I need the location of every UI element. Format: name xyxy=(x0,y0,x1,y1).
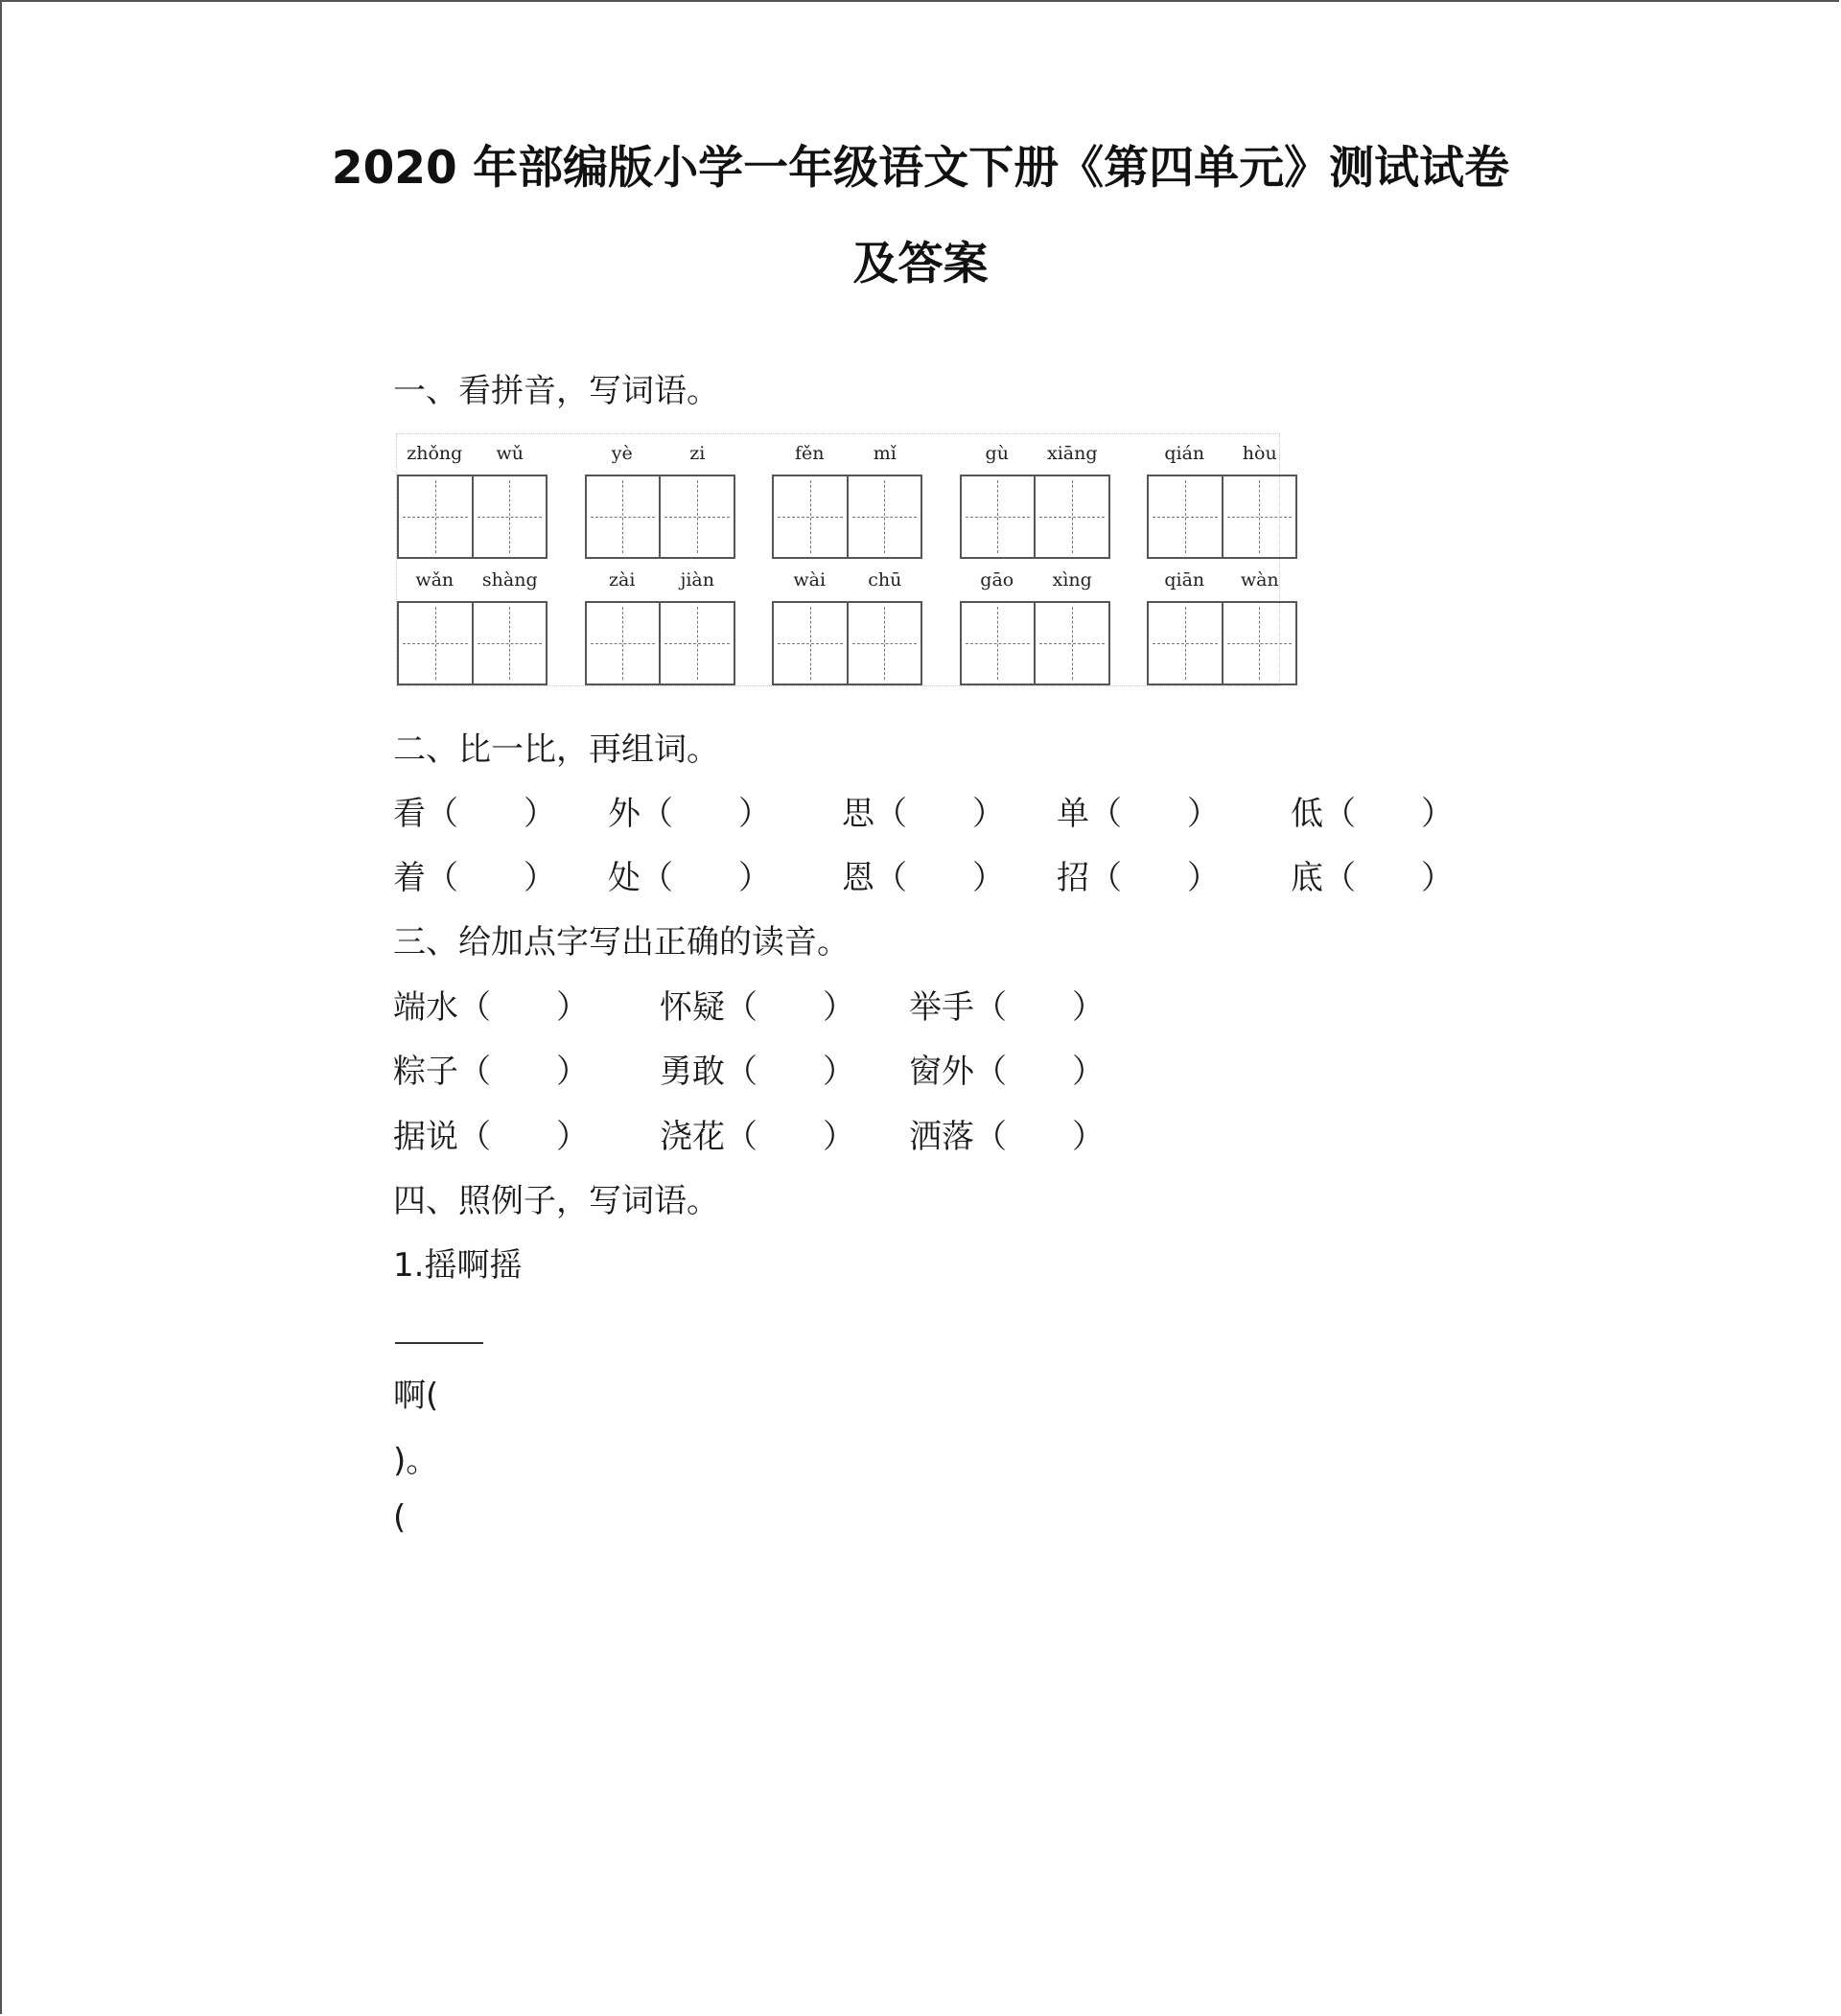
tian-zi-ge-cell[interactable] xyxy=(1034,603,1108,684)
pinyin-label: wài xyxy=(793,569,827,591)
pinyin-label: zhǒng xyxy=(407,443,463,464)
character-writing-boxes[interactable] xyxy=(397,475,548,559)
reading-item: 窗外（ ） xyxy=(909,1053,1105,1091)
tian-zi-ge-cell[interactable] xyxy=(1149,603,1222,684)
reading-item: 浇花（ ） xyxy=(660,1118,855,1156)
pinyin-label: xìng xyxy=(1052,569,1092,591)
reading-item: 据说（ ） xyxy=(393,1118,589,1156)
character-writing-boxes[interactable] xyxy=(772,601,922,685)
pinyin-label: chū xyxy=(868,569,902,591)
pinyin-word-box xyxy=(960,561,1110,685)
pinyin-label: yè xyxy=(611,443,633,464)
character-writing-boxes[interactable] xyxy=(1147,601,1297,685)
compare-item: 外（ ） xyxy=(608,795,771,833)
document-title: 2020 年部编版小学一年级语文下册《第四单元》测试试卷 xyxy=(331,142,1510,195)
pinyin-word-box xyxy=(772,561,922,685)
pinyin-label: wǔ xyxy=(496,443,524,464)
pinyin-label: mǐ xyxy=(873,443,897,464)
reading-item: 勇敢（ ） xyxy=(660,1053,855,1091)
pinyin-word-box xyxy=(397,434,548,559)
compare-item: 着（ ） xyxy=(393,859,556,897)
section-1-heading: 一、看拼音，写词语。 xyxy=(393,372,719,410)
compare-item: 看（ ） xyxy=(393,795,556,833)
compare-item: 底（ ） xyxy=(1291,859,1454,897)
tian-zi-ge-cell[interactable] xyxy=(399,603,472,684)
character-writing-boxes[interactable] xyxy=(585,601,735,685)
compare-item: 单（ ） xyxy=(1057,795,1220,833)
character-writing-boxes[interactable] xyxy=(1147,475,1297,559)
tian-zi-ge-cell[interactable] xyxy=(962,476,1035,557)
pinyin-word-box xyxy=(397,561,548,685)
pinyin-word-box xyxy=(1147,561,1297,685)
pinyin-label: fěn xyxy=(794,443,825,464)
tian-zi-ge-cell[interactable] xyxy=(472,603,547,684)
character-writing-boxes[interactable] xyxy=(960,601,1110,685)
character-writing-boxes[interactable] xyxy=(960,475,1110,559)
pinyin-word-box xyxy=(772,434,922,559)
tian-zi-ge-cell[interactable] xyxy=(399,476,472,557)
section-4-heading: 四、照例子，写词语。 xyxy=(393,1182,719,1220)
pinyin-label: wàn xyxy=(1240,569,1279,591)
pinyin-word-box xyxy=(585,561,735,685)
section-2-heading: 二、比一比，再组词。 xyxy=(393,730,719,769)
pinyin-label: jiàn xyxy=(680,569,715,591)
document-title-cont: 及答案 xyxy=(852,238,989,290)
reading-item: 端水（ ） xyxy=(393,988,589,1027)
pinyin-label: zài xyxy=(609,569,636,591)
tian-zi-ge-cell[interactable] xyxy=(774,476,847,557)
reading-item: 洒落（ ） xyxy=(909,1118,1105,1156)
reading-item: 举手（ ） xyxy=(909,988,1105,1027)
reading-item: 粽子（ ） xyxy=(393,1053,589,1091)
pinyin-label: shàng xyxy=(481,569,538,591)
pinyin-label: gāo xyxy=(980,569,1014,591)
compare-item: 思（ ） xyxy=(842,795,1005,833)
tian-zi-ge-cell[interactable] xyxy=(587,476,660,557)
compare-item: 招（ ） xyxy=(1057,859,1220,897)
character-writing-boxes[interactable] xyxy=(585,475,735,559)
pinyin-word-box xyxy=(585,434,735,559)
example-item: 1.摇啊摇 xyxy=(393,1246,523,1285)
pinyin-label: hòu xyxy=(1242,443,1277,464)
pinyin-label: wǎn xyxy=(415,569,454,591)
tian-zi-ge-cell[interactable] xyxy=(659,476,734,557)
fill-line: ( xyxy=(393,1498,407,1537)
tian-zi-ge-cell[interactable] xyxy=(1222,603,1296,684)
tian-zi-ge-cell[interactable] xyxy=(659,603,734,684)
tian-zi-ge-cell[interactable] xyxy=(587,603,660,684)
character-writing-boxes[interactable] xyxy=(397,601,548,685)
tian-zi-ge-cell[interactable] xyxy=(472,476,547,557)
pinyin-label: zi xyxy=(689,443,706,464)
tian-zi-ge-cell[interactable] xyxy=(774,603,847,684)
pinyin-word-box xyxy=(1147,434,1297,559)
reading-item: 怀疑（ ） xyxy=(660,988,855,1027)
character-writing-boxes[interactable] xyxy=(772,475,922,559)
compare-item: 恩（ ） xyxy=(842,859,1005,897)
tian-zi-ge-cell[interactable] xyxy=(847,476,921,557)
tian-zi-ge-cell[interactable] xyxy=(847,603,921,684)
pinyin-label: gù xyxy=(985,443,1009,464)
compare-item: 低（ ） xyxy=(1291,795,1454,833)
pinyin-word-box xyxy=(960,434,1110,559)
tian-zi-ge-cell[interactable] xyxy=(962,603,1035,684)
pinyin-label: qiān xyxy=(1164,569,1205,591)
fill-line: )。 xyxy=(393,1442,439,1480)
tian-zi-ge-cell[interactable] xyxy=(1222,476,1296,557)
tian-zi-ge-cell[interactable] xyxy=(1149,476,1222,557)
compare-item: 处（ ） xyxy=(608,859,771,897)
pinyin-label: xiāng xyxy=(1046,443,1098,464)
tian-zi-ge-cell[interactable] xyxy=(1034,476,1108,557)
fill-line: 啊( xyxy=(393,1377,439,1415)
section-3-heading: 三、给加点字写出正确的读音。 xyxy=(393,923,850,962)
pinyin-writing-grid xyxy=(396,433,1280,686)
pinyin-label: qián xyxy=(1164,443,1205,464)
answer-blank-line xyxy=(395,1342,483,1344)
